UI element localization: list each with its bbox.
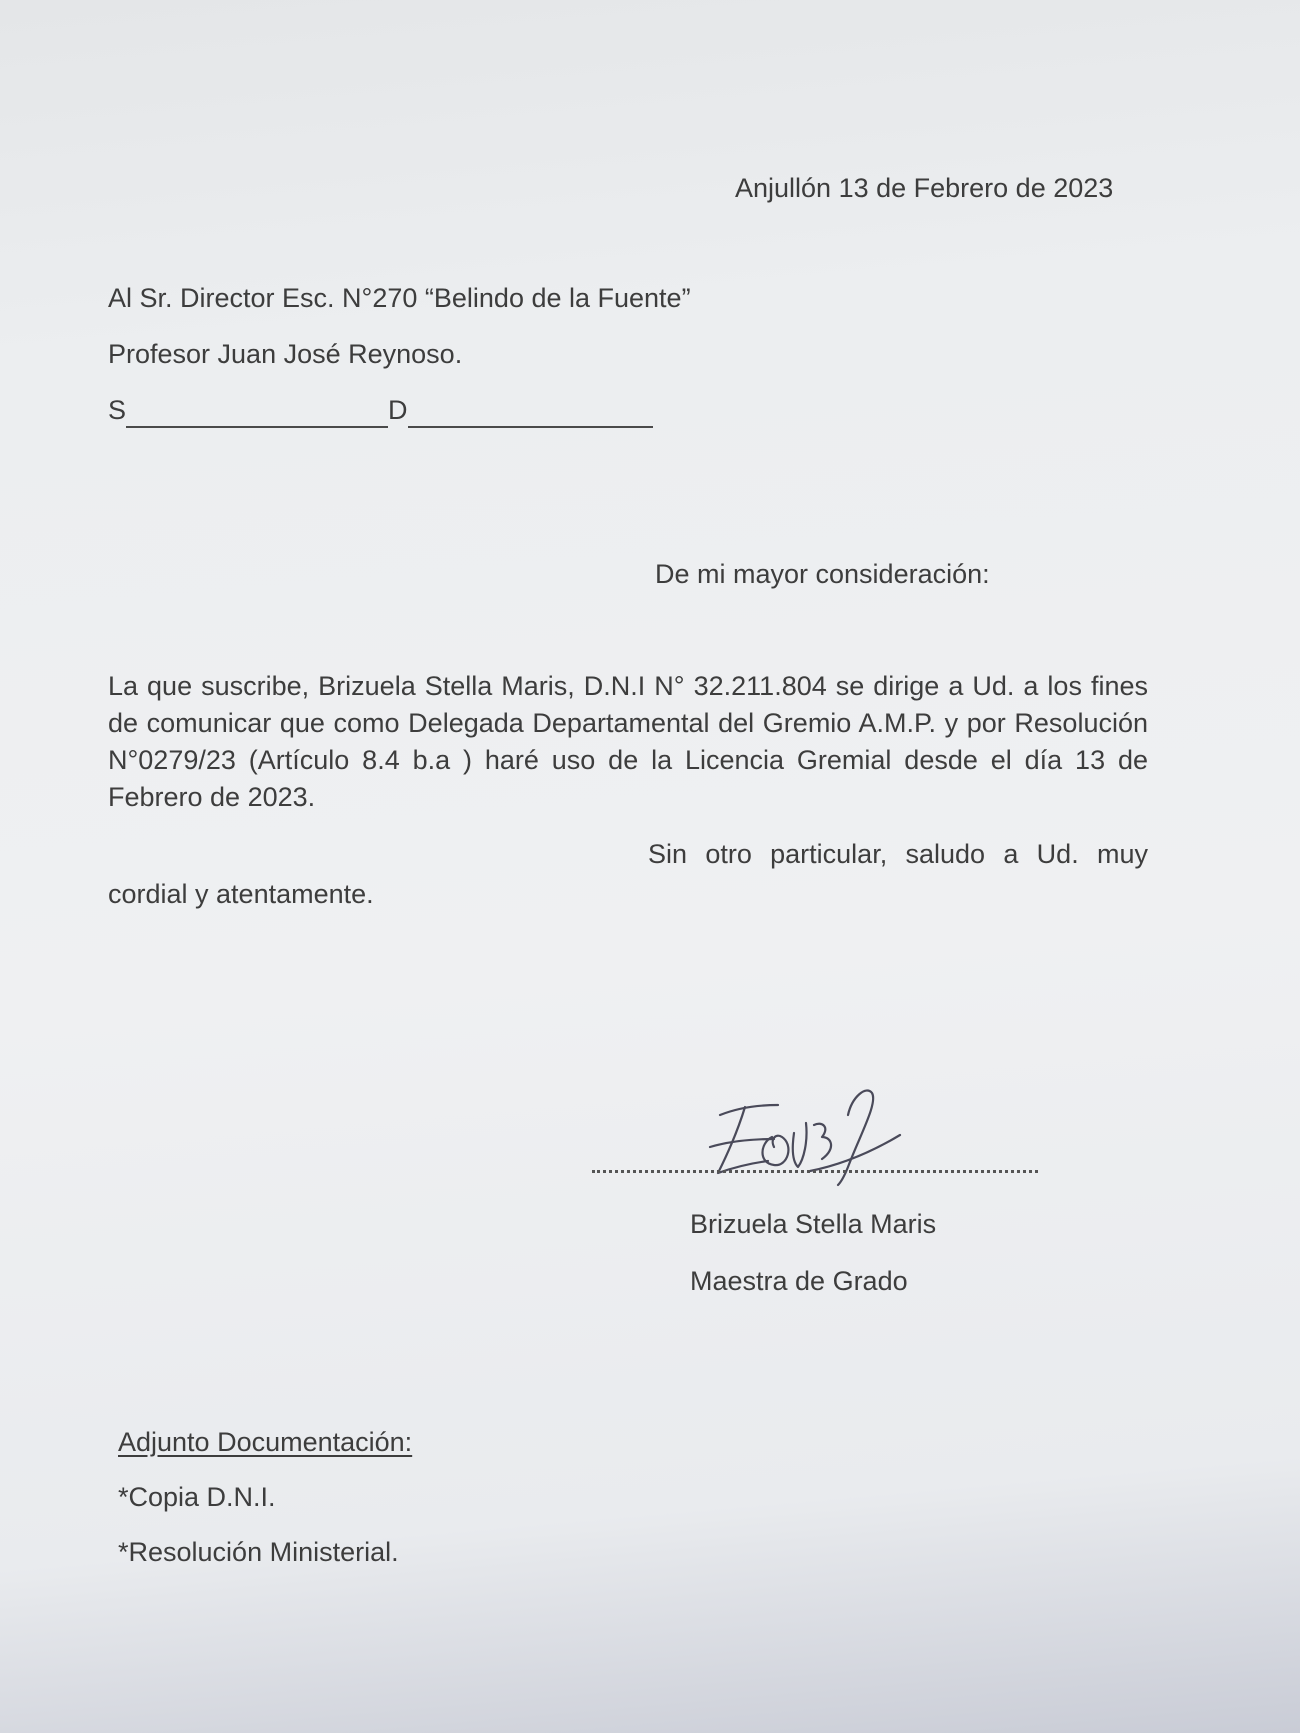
sd-d-letter: D bbox=[388, 395, 408, 425]
signature-dotted-line bbox=[592, 1170, 1038, 1173]
attachment-item: *Resolución Ministerial. bbox=[118, 1537, 399, 1567]
sd-rule-2 bbox=[408, 394, 653, 428]
attachments-title: Adjunto Documentación: bbox=[118, 1427, 413, 1457]
attachment-item: *Copia D.N.I. bbox=[118, 1482, 276, 1512]
salutation-sd-line bbox=[108, 392, 653, 428]
signer-role: Maestra de Grado bbox=[690, 1266, 908, 1296]
recipient-line-2: Profesor Juan José Reynoso. bbox=[108, 339, 463, 369]
closing-paragraph: Sin otro particular, saludo a Ud. muy cordial y atentamente. bbox=[108, 839, 1148, 909]
place-date: Anjullón 13 de Febrero de 2023 bbox=[735, 173, 1114, 203]
recipient-line-1: Al Sr. Director Esc. N°270 “Belindo de la Fuente” bbox=[108, 283, 691, 313]
signer-name: Brizuela Stella Maris bbox=[690, 1209, 937, 1239]
greeting: De mi mayor consideración: bbox=[655, 559, 990, 589]
sd-rule-1 bbox=[126, 394, 388, 428]
sd-s-letter: S bbox=[108, 395, 127, 425]
body-paragraph: La que suscribe, Brizuela Stella Maris, D.N.I N° 32.211.804 se dirige a Ud. a los fines de comunicar que como Delegada Departamental del Gremio A.M.P. y por Resolución N°0279/23 (Artículo 8.4 b.a ) haré uso de la Licencia Gremial desde el día 13 de Febrero de 2023. bbox=[108, 671, 1148, 812]
